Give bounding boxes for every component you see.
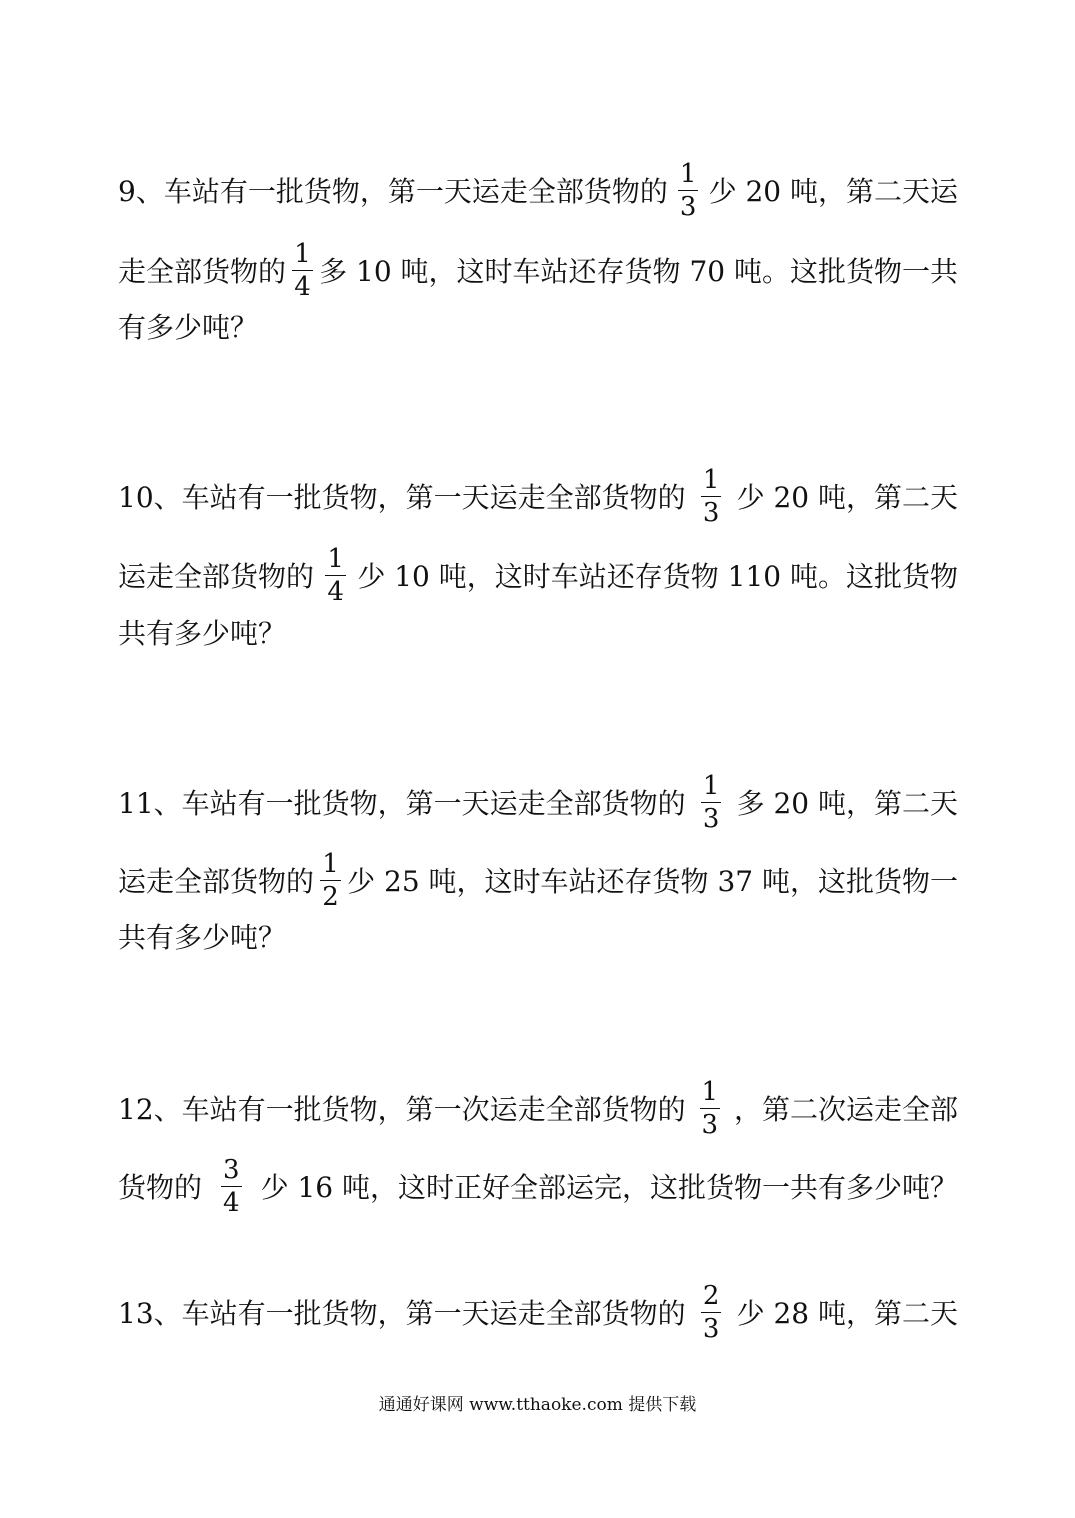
problem-12-line-2 [118,1156,958,1216]
text-segment: ，第二次运走全部 [733,1093,958,1126]
problem-9-line-3 [118,296,958,356]
text-segment: 货物的 [118,1171,203,1204]
text-segment: 多 20 吨，第二天 [736,787,958,820]
text-segment: 13、车站有一批货物，第一天运走全部货物的 [118,1297,686,1330]
problem-11-line-1 [118,772,958,832]
fraction-denominator: 3 [701,1109,719,1140]
problem-13-line-1 [118,1282,958,1342]
fraction-numerator: 3 [223,1154,240,1185]
text-segment: 少 20 吨，第二天运 [708,175,958,208]
fraction-denominator: 3 [702,497,720,528]
fraction-numerator: 1 [702,464,720,495]
text-segment: 走全部货物的 [118,255,287,288]
problem-11-line-2 [118,850,958,910]
fraction [700,1076,721,1140]
text-segment: 运走全部货物的 [118,865,315,898]
fraction [701,770,722,834]
text-segment: 共有多少吨？ [118,921,287,954]
fraction [678,158,699,222]
fraction [292,238,313,302]
text-segment: 少 25 吨，这时车站还存货物 37 吨，这批货物一 [347,865,958,898]
fraction-numerator: 2 [702,1280,720,1311]
fraction-denominator: 3 [702,1313,720,1344]
problem-11-line-3 [118,906,958,966]
text-segment: 少 20 吨，第二天 [736,481,958,514]
fraction-denominator: 3 [679,191,697,222]
problem-9-line-1 [118,160,958,220]
text-segment: 11、车站有一批货物，第一天运走全部货物的 [118,787,686,820]
fraction [325,543,346,607]
text-segment: 12、车站有一批货物，第一次运走全部货物的 [118,1093,686,1126]
problem-12-line-1 [118,1078,958,1138]
fraction-numerator: 1 [294,238,311,269]
fraction-denominator: 2 [322,881,339,912]
text-segment: 少 28 吨，第二天 [736,1297,958,1330]
fraction-numerator: 1 [702,770,720,801]
fraction-numerator: 1 [327,543,344,574]
fraction-denominator: 3 [702,803,720,834]
problem-10-line-1 [118,466,958,526]
fraction-numerator: 1 [679,158,697,189]
page-footer: 通通好课网 www.tthaoke.com 提供下载 [378,1395,697,1415]
fraction [320,848,341,912]
fraction-denominator: 4 [294,271,311,302]
problem-10-line-2 [118,545,958,605]
text-segment: 共有多少吨？ [118,617,287,650]
text-segment: 运走全部货物的 [118,560,315,593]
text-segment: 多 10 吨，这时车站还存货物 70 吨。这批货物一共 [319,255,958,288]
fraction [221,1154,242,1218]
text-segment: 9、车站有一批货物，第一天运走全部货物的 [118,175,668,208]
fraction-denominator: 4 [223,1187,240,1218]
text-segment: 少 16 吨，这时正好全部运完，这批货物一共有多少吨？ [260,1171,958,1204]
problem-10-line-3 [118,602,958,662]
fraction [701,1280,722,1344]
problem-9-line-2 [118,240,958,300]
text-segment: 少 10 吨，这时车站还存货物 110 吨。这批货物 [357,560,958,593]
fraction [701,464,722,528]
fraction-denominator: 4 [327,576,344,607]
fraction-numerator: 1 [701,1076,719,1107]
text-segment: 10、车站有一批货物，第一天运走全部货物的 [118,481,686,514]
fraction-numerator: 1 [322,848,339,879]
text-segment: 有多少吨？ [118,311,259,344]
